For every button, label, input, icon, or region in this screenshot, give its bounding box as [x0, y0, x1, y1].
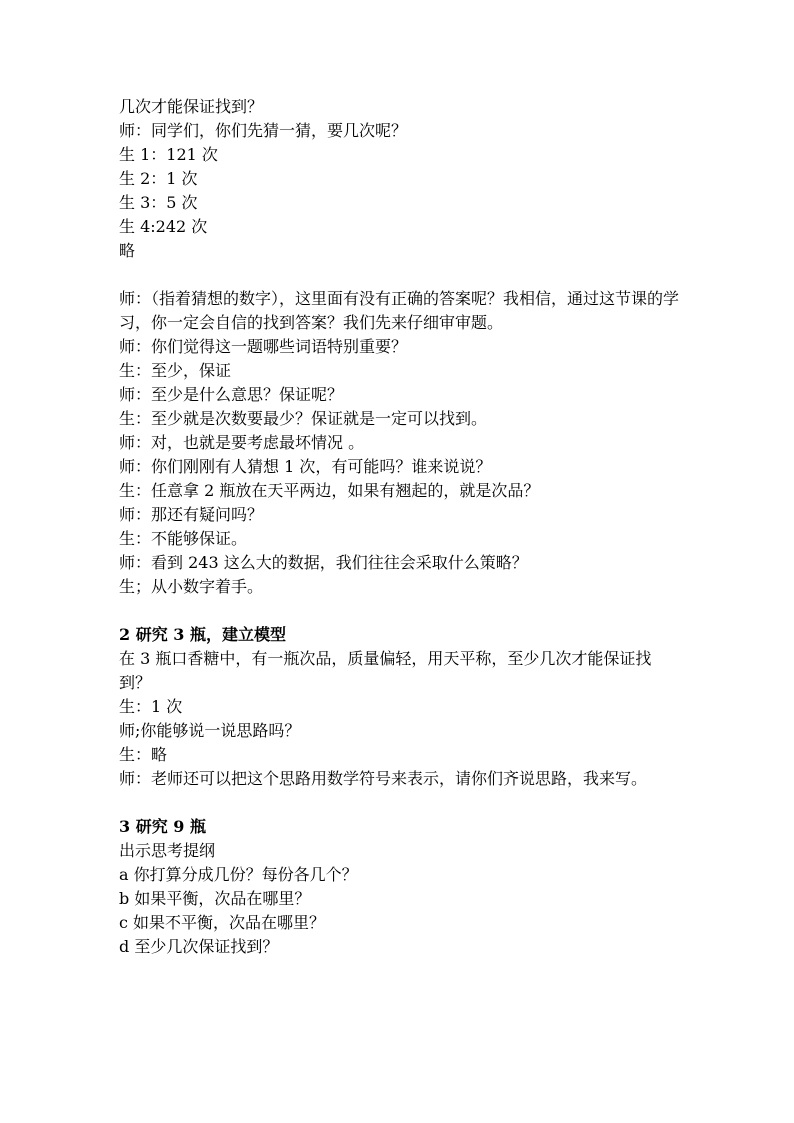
- text-line: 生：至少就是次数要最少？保证就是一定可以找到。: [119, 409, 488, 428]
- paragraph: 师：老师还可以把这个思路用数学符号来表示，请你们齐说思路，我来写。: [119, 769, 648, 788]
- paragraph: 在 3 瓶口香糖中，有一瓶次品，质量偏轻，用天平称，至少几次才能保证找到？: [119, 649, 652, 692]
- text-line: 生 4:242 次: [119, 217, 208, 236]
- text-line: 师：你们觉得这一题哪些词语特别重要？: [119, 337, 408, 356]
- blank-line: [119, 263, 679, 287]
- text-line: 几次才能保证找到？: [119, 97, 264, 116]
- blank-line: [119, 791, 679, 815]
- text-line: 生；从小数字着手。: [119, 577, 264, 596]
- text-line: 略: [119, 241, 136, 260]
- text-line: 生：1 次: [119, 697, 183, 716]
- text-line: a 你打算分成几份？每份各几个？: [119, 865, 358, 884]
- blank-line: [119, 599, 679, 623]
- text-line: 师：那还有疑问吗？: [119, 505, 264, 524]
- text-line: 师;你能够说一说思路吗？: [119, 721, 301, 740]
- text-line: 出示思考提纲: [119, 841, 216, 860]
- section-heading: 2 研究 3 瓶，建立模型: [119, 625, 286, 644]
- section-heading: 3 研究 9 瓶: [119, 817, 206, 836]
- text-line: 师：对，也就是要考虑最坏情况 。: [119, 433, 365, 452]
- paragraph: 师：（指着猜想的数字），这里面有没有正确的答案呢？我相信，通过这节课的学习，你一定会自信的找到答案？我们先来仔细审审题。: [119, 289, 680, 332]
- text-line: c 如果不平衡，次品在哪里？: [119, 913, 326, 932]
- text-line: 生 2：1 次: [119, 169, 198, 188]
- document-body: [119, 95, 679, 959]
- text-line: 师：看到 243 这么大的数据，我们往往会采取什么策略？: [119, 553, 528, 572]
- text-line: 生：至少，保证: [119, 361, 232, 380]
- text-line: 生：略: [119, 745, 168, 764]
- text-line: 生：不能够保证。: [119, 529, 248, 548]
- text-line: 生：任意拿 2 瓶放在天平两边，如果有翘起的，就是次品？: [119, 481, 540, 500]
- text-line: 师：至少是什么意思？保证呢？: [119, 385, 344, 404]
- text-line: 生 1：121 次: [119, 145, 218, 164]
- text-line: 生 3：5 次: [119, 193, 198, 212]
- text-line: 师：同学们，你们先猜一猜，要几次呢？: [119, 121, 408, 140]
- text-line: b 如果平衡，次品在哪里？: [119, 889, 311, 908]
- text-line: d 至少几次保证找到？: [119, 937, 279, 956]
- text-line: 师：你们刚刚有人猜想 1 次，有可能吗？谁来说说？: [119, 457, 492, 476]
